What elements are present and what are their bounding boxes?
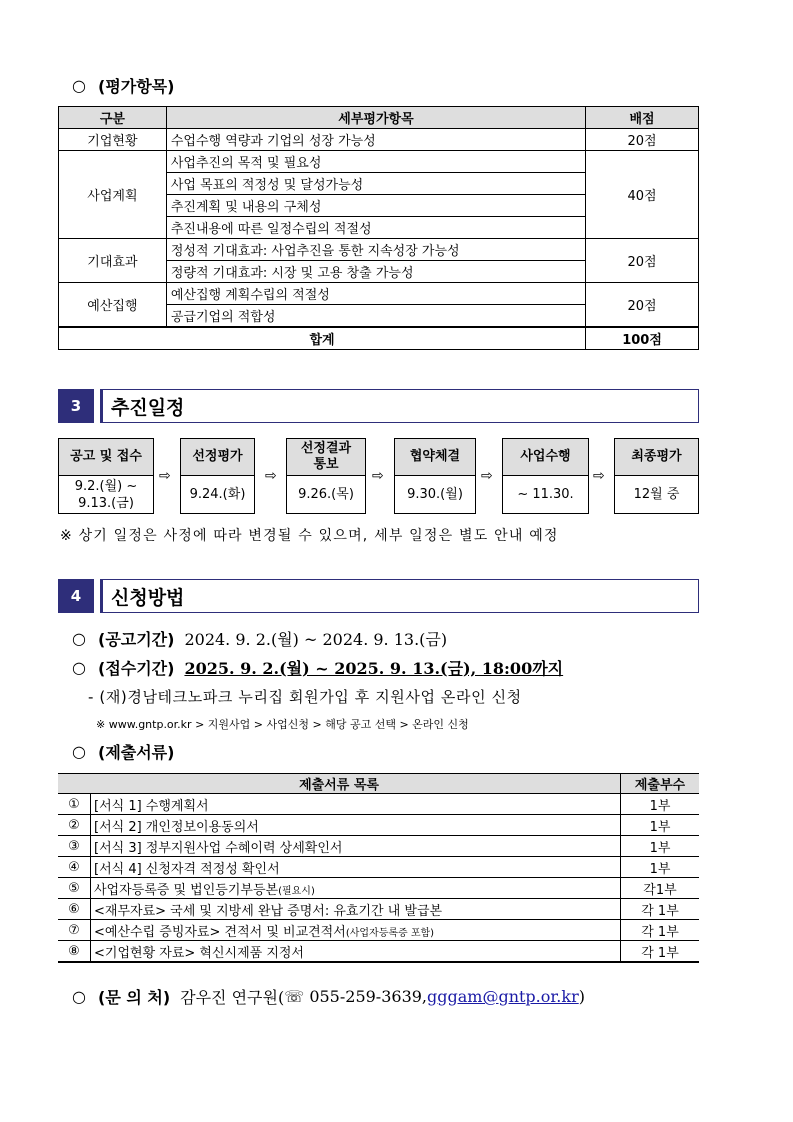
arrow-right-icon: ⇨ [159,468,171,484]
step-date: 9.30.(월) [407,487,463,502]
schedule-step [502,438,589,514]
table-row [59,151,699,173]
contact-email-link[interactable]: gggam@gntp.or.kr [427,987,579,1006]
notice-period-value: 2024. 9. 2.(월) ~ 2024. 9. 13.(금) [184,630,448,649]
schedule-step [286,438,366,514]
notice-period-label: (공고기간) [98,630,175,649]
table-row [58,899,699,920]
eval-title: (평가항목) [98,77,175,96]
arrow-right-icon: ⇨ [593,468,605,484]
step-label-line: 통보 [313,457,339,472]
doc-name-note: (필요시) [278,885,315,897]
path-note: ※ www.gntp.or.kr > 지원사업 > 사업신청 > 해당 공고 선택 > 온라인 신청 [96,718,469,731]
doc-name [91,857,621,878]
contact-label: (문 의 처) [98,988,171,1007]
score-cell: 20점 [586,283,699,328]
docs-heading [72,740,174,763]
table-header-row [58,774,699,794]
table-row [58,836,699,857]
arrow-right-icon: ⇨ [481,468,493,484]
score-cell: 40점 [586,151,699,239]
doc-name [91,836,621,857]
step-date-line: 9.13.(금) [78,495,134,511]
step-label-line: 선정결과 [300,441,352,456]
doc-name-text: <재무자료> 국세 및 지방세 완납 증명서: 유효기간 내 발급본 [94,903,443,919]
doc-number: ③ [58,836,91,857]
doc-name-text: [서식 3] 정부지원사업 수혜이력 상세확인서 [94,840,343,856]
step-label: 사업수행 [503,439,588,476]
doc-name [91,941,621,963]
step-date: 9.24.(화) [189,487,246,502]
header-score: 배점 [586,107,699,129]
doc-number: ② [58,815,91,836]
doc-name-note: (사업자등록증 포함) [345,927,435,939]
section-number: 3 [58,389,94,423]
item-cell: 추진계획 및 내용의 구체성 [166,195,585,217]
item-cell: 사업추진의 목적 및 필요성 [166,151,585,173]
doc-name-text: <예산수립 증빙자료> 견적서 및 비교견적서 [94,924,346,940]
step-label [287,439,365,476]
doc-name [91,794,621,815]
step-date [59,476,153,513]
category-cell: 예산집행 [59,283,167,328]
score-cell: 20점 [586,129,699,151]
doc-count: 1부 [621,836,700,857]
doc-name-text: <기업현황 자료> 혁신시제품 지정서 [94,945,304,961]
step-label: 최종평가 [615,439,698,476]
apply-period-line [72,656,563,679]
step-date: 12월 중 [633,487,680,502]
eval-heading [72,74,174,97]
table-row [58,920,699,941]
doc-name-text: [서식 1] 수행계획서 [94,798,209,814]
table-row [58,941,699,963]
bullet-circle: ○ [72,742,86,761]
score-cell: 20점 [586,239,699,283]
doc-count: 1부 [621,857,700,878]
doc-count: 각 1부 [621,941,700,963]
header-category: 구분 [59,107,167,129]
apply-period-value: 2025. 9. 2.(월) ~ 2025. 9. 13.(금), 18:00까지 [184,659,564,678]
doc-count: 각 1부 [621,920,700,941]
item-cell: 수업수행 역량과 기업의 성장 가능성 [166,129,585,151]
category-cell: 기업현황 [59,129,167,151]
apply-period-label: (접수기간) [98,659,175,678]
table-row [58,878,699,899]
step-label: 선정평가 [181,439,254,476]
schedule-step [58,438,154,514]
doc-count: 각 1부 [621,899,700,920]
table-row [59,129,699,151]
doc-number: ⑧ [58,941,91,963]
step-label: 공고 및 접수 [59,439,153,476]
item-cell: 예산집행 계획수립의 적절성 [166,283,585,305]
apply-method: - (재)경남테크노파크 누리집 회원가입 후 지원사업 온라인 신청 [88,688,522,706]
contact-phone: ☏ 055-259-3639, [284,987,428,1006]
table-row [58,815,699,836]
doc-count: 1부 [621,794,700,815]
doc-number: ① [58,794,91,815]
schedule-flow [58,438,699,514]
item-cell: 추진내용에 따른 일정수립의 적절성 [166,217,585,239]
item-cell: 정성적 기대효과: 사업추진을 통한 지속성장 가능성 [166,239,585,261]
notice-period-line [72,627,447,650]
step-label: 협약체결 [395,439,475,476]
doc-count: 1부 [621,815,700,836]
contact-close: ) [578,987,585,1006]
item-cell: 공급기업의 적합성 [166,305,585,328]
total-score: 100점 [586,327,699,350]
step-date: ~ 11.30. [517,487,574,502]
doc-number: ⑦ [58,920,91,941]
step-date: 9.26.(목) [298,487,354,502]
bullet-circle: ○ [72,629,86,648]
schedule-step [394,438,476,514]
section-title: 추진일정 [100,389,699,423]
doc-name [91,878,621,899]
bullet-circle: ○ [72,76,86,95]
docs-label: (제출서류) [98,743,175,762]
doc-name [91,899,621,920]
bullet-circle: ○ [72,987,86,1006]
step-date-line: 9.2.(월) ~ [74,478,138,494]
schedule-note: ※ 상기 일정은 사정에 따라 변경될 수 있으며, 세부 일정은 별도 안내 예정 [60,528,559,544]
category-cell: 기대효과 [59,239,167,283]
category-cell: 사업계획 [59,151,167,239]
arrow-right-icon: ⇨ [372,468,384,484]
doc-name-text: [서식 4] 신청자격 적정성 확인서 [94,861,280,877]
table-row [59,239,699,261]
doc-name-text: 사업자등록증 및 법인등기부등본 [94,882,279,898]
doc-number: ④ [58,857,91,878]
item-cell: 사업 목표의 적정성 및 달성가능성 [166,173,585,195]
evaluation-table [58,106,699,350]
schedule-step [614,438,699,514]
doc-name-text: [서식 2] 개인정보이용동의서 [94,819,259,835]
section-4-header [58,579,699,613]
doc-name [91,815,621,836]
bullet-circle: ○ [72,658,86,677]
section-number: 4 [58,579,94,613]
contact-person: 감우진 연구원( [180,988,285,1007]
section-title: 신청방법 [100,579,699,613]
doc-count: 각1부 [621,878,700,899]
contact-line [72,985,585,1008]
header-items: 세부평가항목 [166,107,585,129]
doc-number: ⑥ [58,899,91,920]
total-row [59,327,699,350]
documents-table [58,773,699,963]
item-cell: 정량적 기대효과: 시장 및 고용 창출 가능성 [166,261,585,283]
doc-name [91,920,621,941]
header-count: 제출부수 [621,774,700,794]
table-row [58,857,699,878]
table-row [59,283,699,305]
table-row [58,794,699,815]
arrow-right-icon: ⇨ [265,468,277,484]
section-3-header [58,389,699,423]
total-label: 합계 [59,327,586,350]
table-header-row [59,107,699,129]
schedule-step [180,438,255,514]
header-docs: 제출서류 목록 [58,774,621,794]
doc-number: ⑤ [58,878,91,899]
